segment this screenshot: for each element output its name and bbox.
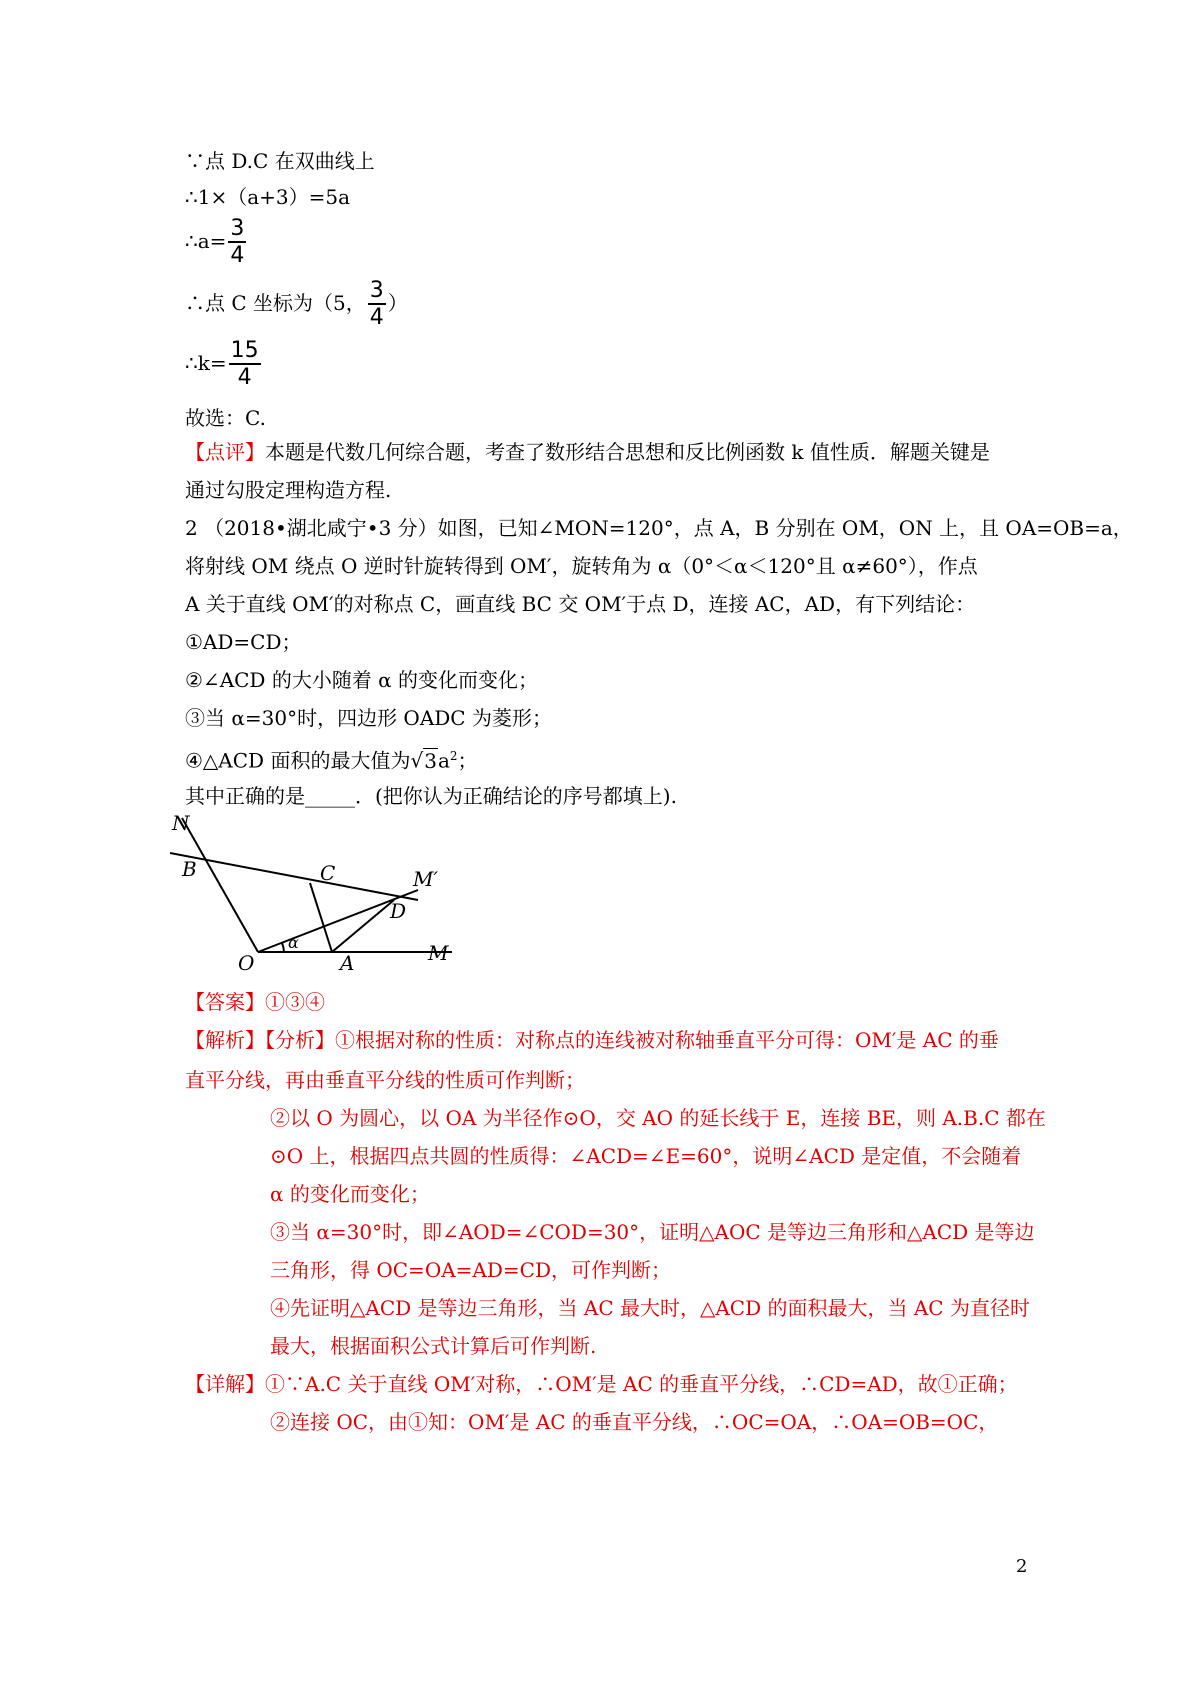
conclusion-4 [185,742,478,775]
answer-text: ①③④ [265,990,325,1014]
conclusion-3: ③当 α=30°时，四边形 OADC 为菱形； [185,706,552,730]
problem-line-2: 将射线 OM 绕点 O 逆时针旋转得到 OM′，旋转角为 α（0°＜α＜120°且 α≠60°），作点 [185,554,978,578]
analysis-line-6: ③当 α=30°时，即∠AOD=∠COD=30°，证明△AOC 是等边三角形和△ACD 是等边 [270,1220,1035,1244]
analysis-line-3: ②以 O 为圆心，以 OA 为半径作⊙O，交 AO 的延长线于 E，连接 BE，则 A.B.C 都在 [270,1106,1046,1130]
detail-text-1: ①∵A.C 关于直线 OM′对称，∴OM′是 AC 的垂直平分线，∴CD=AD，故①正确； [265,1372,1018,1396]
fraction-numerator: 3 [369,278,384,303]
comment-text-1: 本题是代数几何综合题，考查了数形结合思想和反比例函数 k 值性质．解题关键是 [265,440,990,464]
analysis-line-1 [185,1026,999,1054]
conclusion-1: ①AD=CD； [185,630,302,654]
analysis-line-2: 直平分线，再由垂直平分线的性质可作判断； [185,1068,585,1092]
solution-line-3-prefix: ∴a= [185,229,227,253]
solution-line-2: ∴1×（a+3）=5a [185,185,351,209]
label-D: D [390,899,407,923]
fraction-a [228,218,246,267]
angle-alpha-arc [282,943,284,952]
solution-line-5-prefix: ∴k= [185,351,227,375]
label-B: B [182,857,197,881]
line-ON [182,818,258,952]
analysis-line-5: α 的变化而变化； [270,1182,430,1206]
analysis-line-7: 三角形，得 OC=OA=AD=CD，可作判断； [270,1258,671,1282]
analysis-text-1: ①根据对称的性质：对称点的连线被对称轴垂直平分可得：OM′是 AC 的垂 [335,1028,999,1052]
analysis-tag: 【解析】【分析】 [185,1028,335,1052]
comment-line-1 [185,438,990,466]
analysis-line-8: ④先证明△ACD 是等边三角形，当 AC 最大时，△ACD 的面积最大，当 AC 为直径时 [270,1296,1030,1320]
detail-line-2: ②连接 OC，由①知：OM′是 AC 的垂直平分线，∴OC=OA，∴OA=OB=OC， [270,1410,999,1434]
fraction-c-y [368,280,386,329]
segment-AC [310,883,332,952]
radicand: 3 [424,748,437,773]
line-BC [170,853,418,900]
variable-a: a [437,748,450,773]
label-N: N [172,811,190,835]
fraction-numerator: 15 [230,338,259,363]
comment-tag: 【点评】 [185,440,265,464]
fraction-denominator: 4 [230,243,245,268]
solution-line-4 [185,280,408,329]
label-Mprime: M′ [413,867,439,891]
problem-line-1: 2 （2018•湖北咸宁•3 分）如图，已知∠MON=120°，点 A，B 分别在 OM，ON 上，且 OA=OB=a， [185,516,1133,540]
label-alpha: α [288,933,299,952]
answer-tag: 【答案】 [185,990,265,1014]
solution-line-5 [185,340,263,389]
solution-line-4-suffix: ） [387,291,408,315]
solution-line-1: ∵点 D.C 在双曲线上 [185,149,375,173]
fraction-denominator: 4 [369,305,384,330]
detail-line-1 [185,1370,1018,1398]
solution-line-3 [185,218,248,267]
label-O: O [238,951,255,975]
page-number: 2 [1016,1556,1028,1577]
solution-line-6: 故选：C. [185,406,266,430]
detail-tag: 【详解】 [185,1372,265,1396]
analysis-line-9: 最大，根据面积公式计算后可作判断. [270,1334,597,1358]
label-M: M [428,941,449,965]
fraction-numerator: 3 [230,216,245,241]
sqrt-expression: √3 [410,748,437,773]
geometry-figure [170,808,490,978]
answer-line [185,988,325,1016]
conclusion-4-suffix: ； [457,748,478,773]
segment-AD [332,900,394,952]
analysis-line-4: ⊙O 上，根据四点共圆的性质得：∠ACD=∠E=60°，说明∠ACD 是定值，不会随着 [270,1144,1022,1168]
comment-line-2: 通过勾股定理构造方程. [185,478,392,502]
label-A: A [340,951,355,975]
problem-line-3: A 关于直线 OM′的对称点 C，画直线 BC 交 OM′于点 D，连接 AC，AD，有下列结论： [185,592,976,616]
fraction-denominator: 4 [237,365,252,390]
question-prompt: 其中正确的是_____．(把你认为正确结论的序号都填上). [185,784,677,808]
conclusion-4-prefix: ④△ACD 面积的最大值为 [185,748,411,773]
label-C: C [320,861,336,885]
exponent: 2 [449,749,458,763]
fraction-k [229,340,261,389]
solution-line-4-prefix: ∴点 C 坐标为（5， [185,291,366,315]
conclusion-2: ②∠ACD 的大小随着 α 的变化而变化； [185,668,539,692]
